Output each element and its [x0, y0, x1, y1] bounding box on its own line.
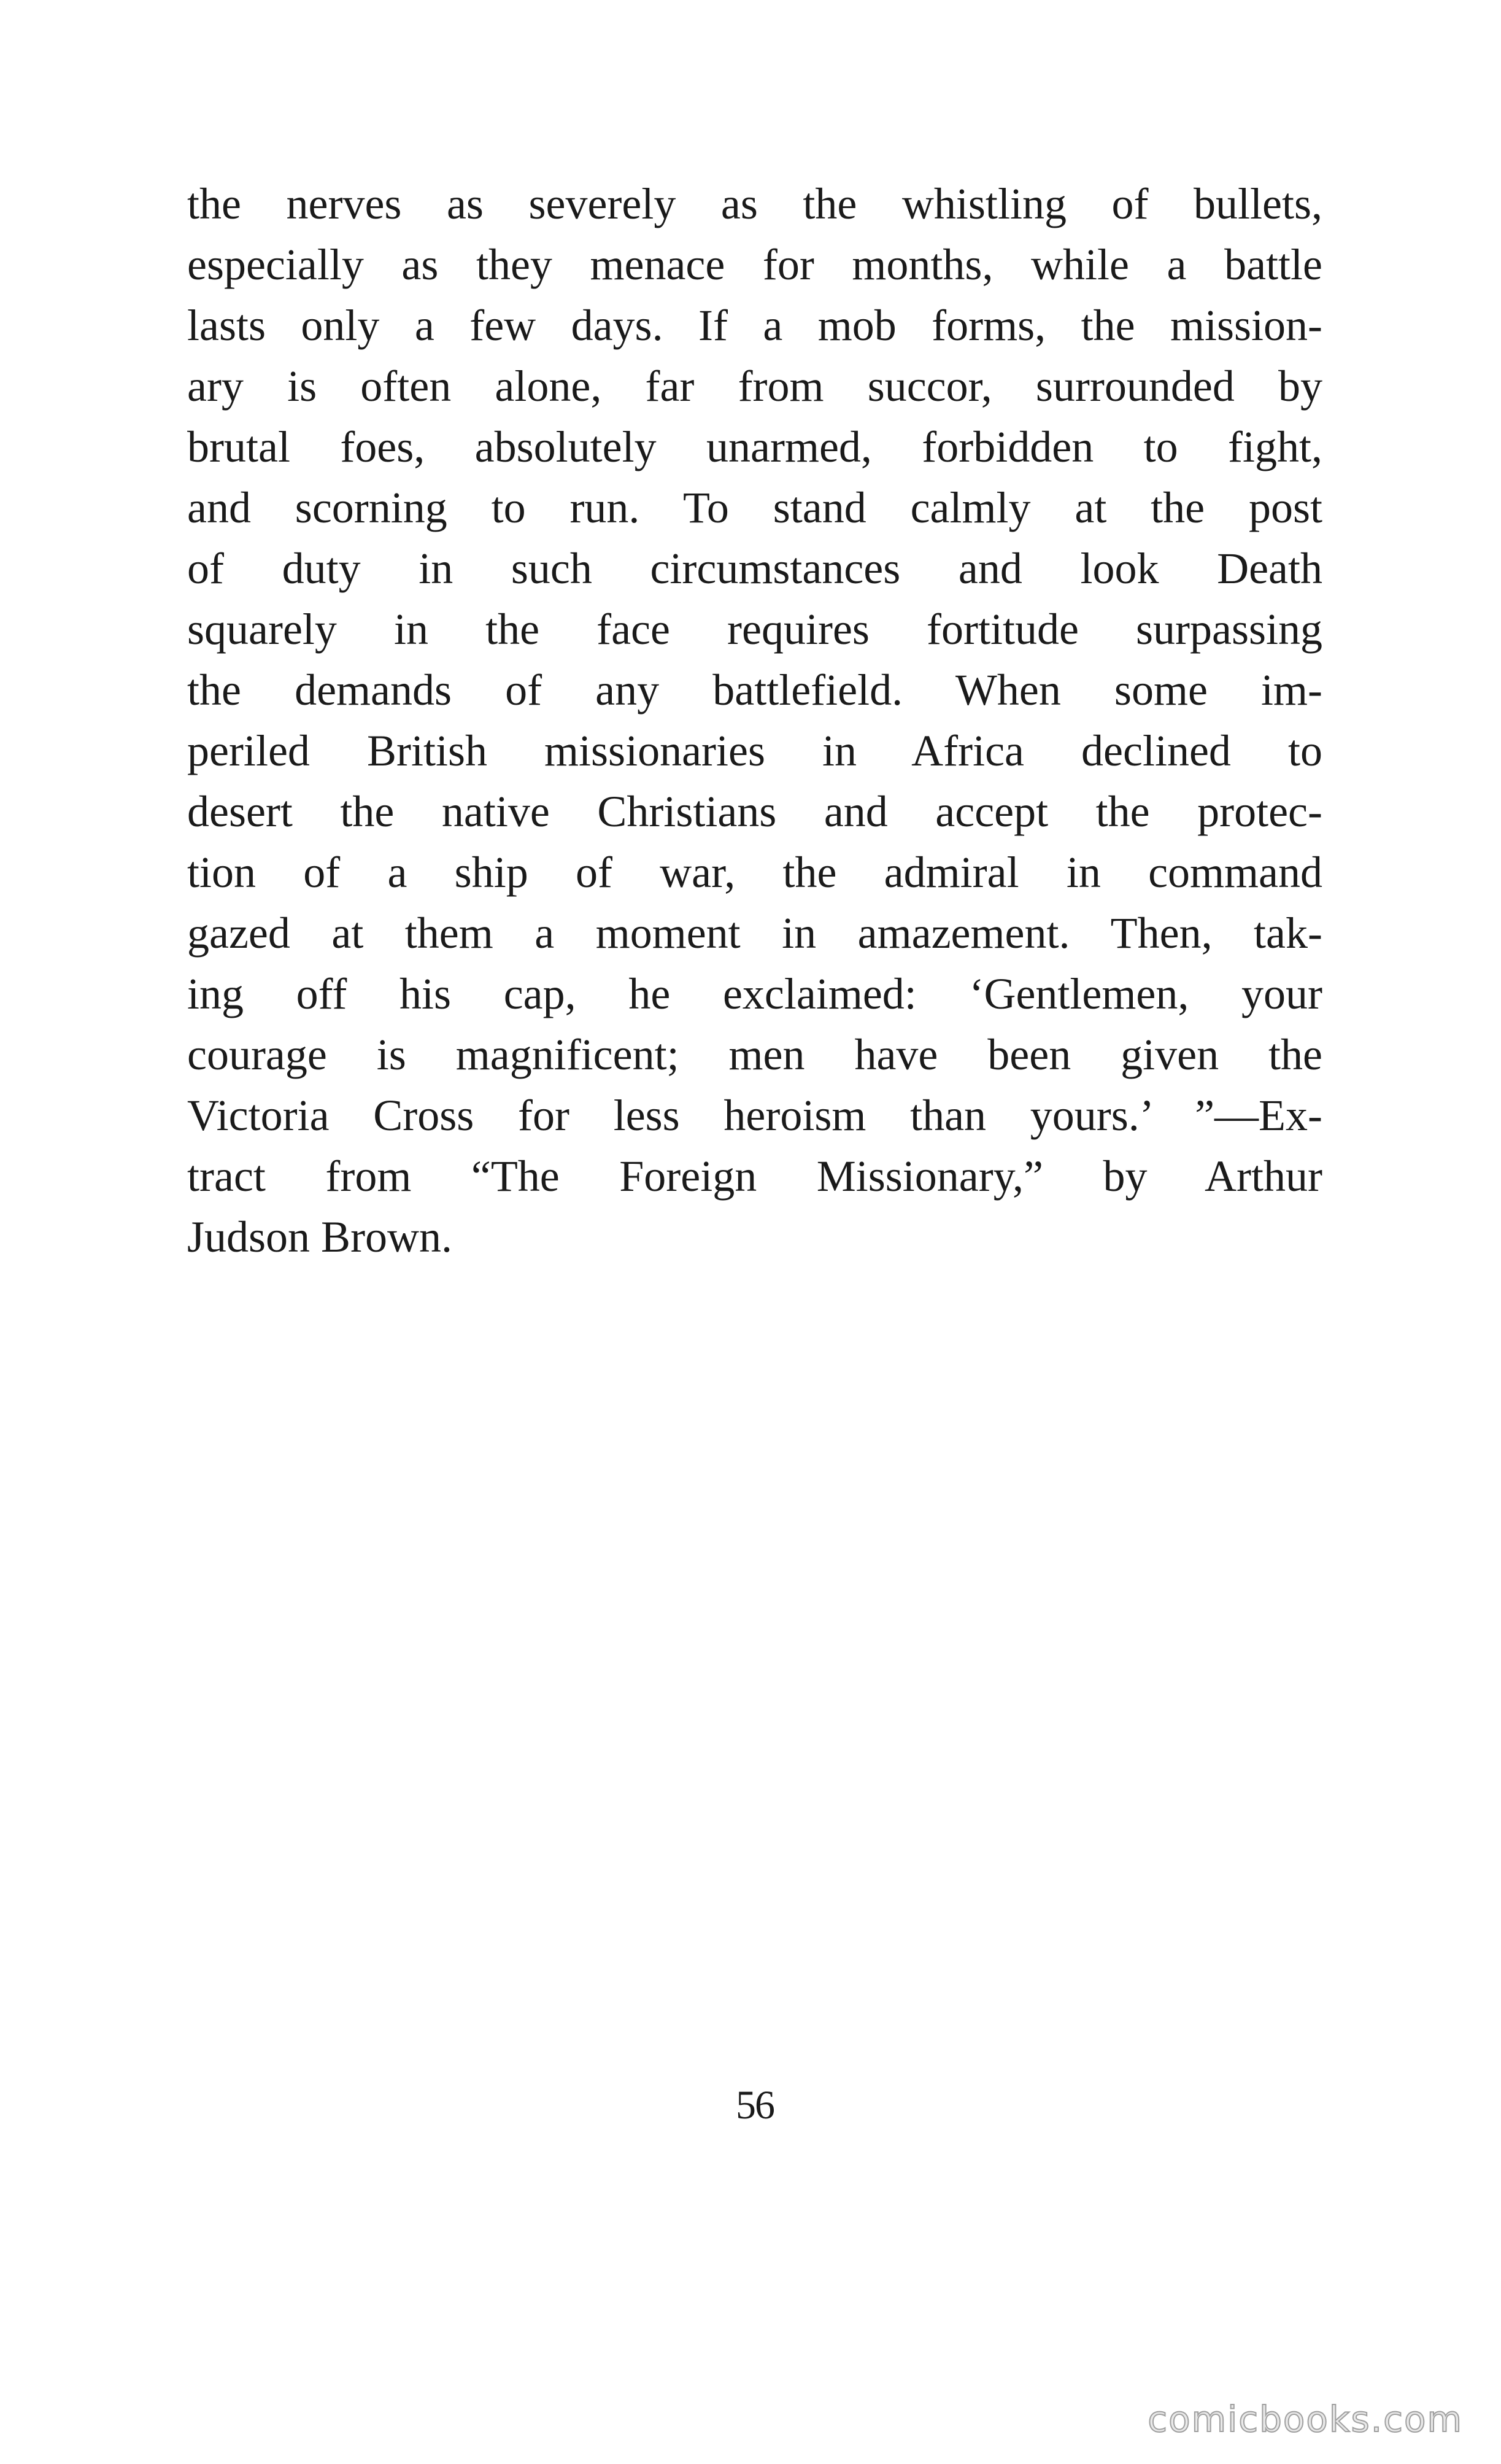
- text-line: lasts only a few days. If a mob forms, the mission-: [187, 301, 1322, 350]
- text-line: tion of a ship of war, the admiral in command: [187, 848, 1322, 897]
- watermark: comicbooks.com: [1148, 2398, 1463, 2440]
- text-line: desert the native Christians and accept the protec-: [187, 787, 1322, 836]
- text-line: ing off his cap, he exclaimed: ‘Gentlemen, your: [187, 969, 1322, 1018]
- text-line: Judson Brown.: [187, 1212, 453, 1261]
- text-line: tract from “The Foreign Missionary,” by Arthur: [187, 1152, 1322, 1201]
- text-line: courage is magnificent; men have been given the: [187, 1030, 1322, 1079]
- text-line: squarely in the face requires fortitude surpassing: [187, 605, 1322, 654]
- text-line: Victoria Cross for less heroism than yours.’ ”—Ex-: [187, 1091, 1322, 1140]
- text-line: brutal foes, absolutely unarmed, forbidden to fight,: [187, 422, 1322, 471]
- body-text: [187, 174, 1322, 1268]
- text-line: and scorning to run. To stand calmly at the post: [187, 483, 1322, 532]
- text-line: periled British missionaries in Africa declined to: [187, 726, 1322, 775]
- text-line: the nerves as severely as the whistling of bullets,: [187, 179, 1322, 228]
- text-line: ary is often alone, far from succor, surrounded by: [187, 362, 1322, 411]
- text-line: gazed at them a moment in amazement. Then, tak-: [187, 909, 1322, 958]
- text-line: the demands of any battlefield. When some im-: [187, 665, 1322, 715]
- text-line: of duty in such circumstances and look Death: [187, 544, 1322, 593]
- text-line: especially as they menace for months, while a battle: [187, 240, 1322, 289]
- page-number: 56: [736, 2083, 774, 2128]
